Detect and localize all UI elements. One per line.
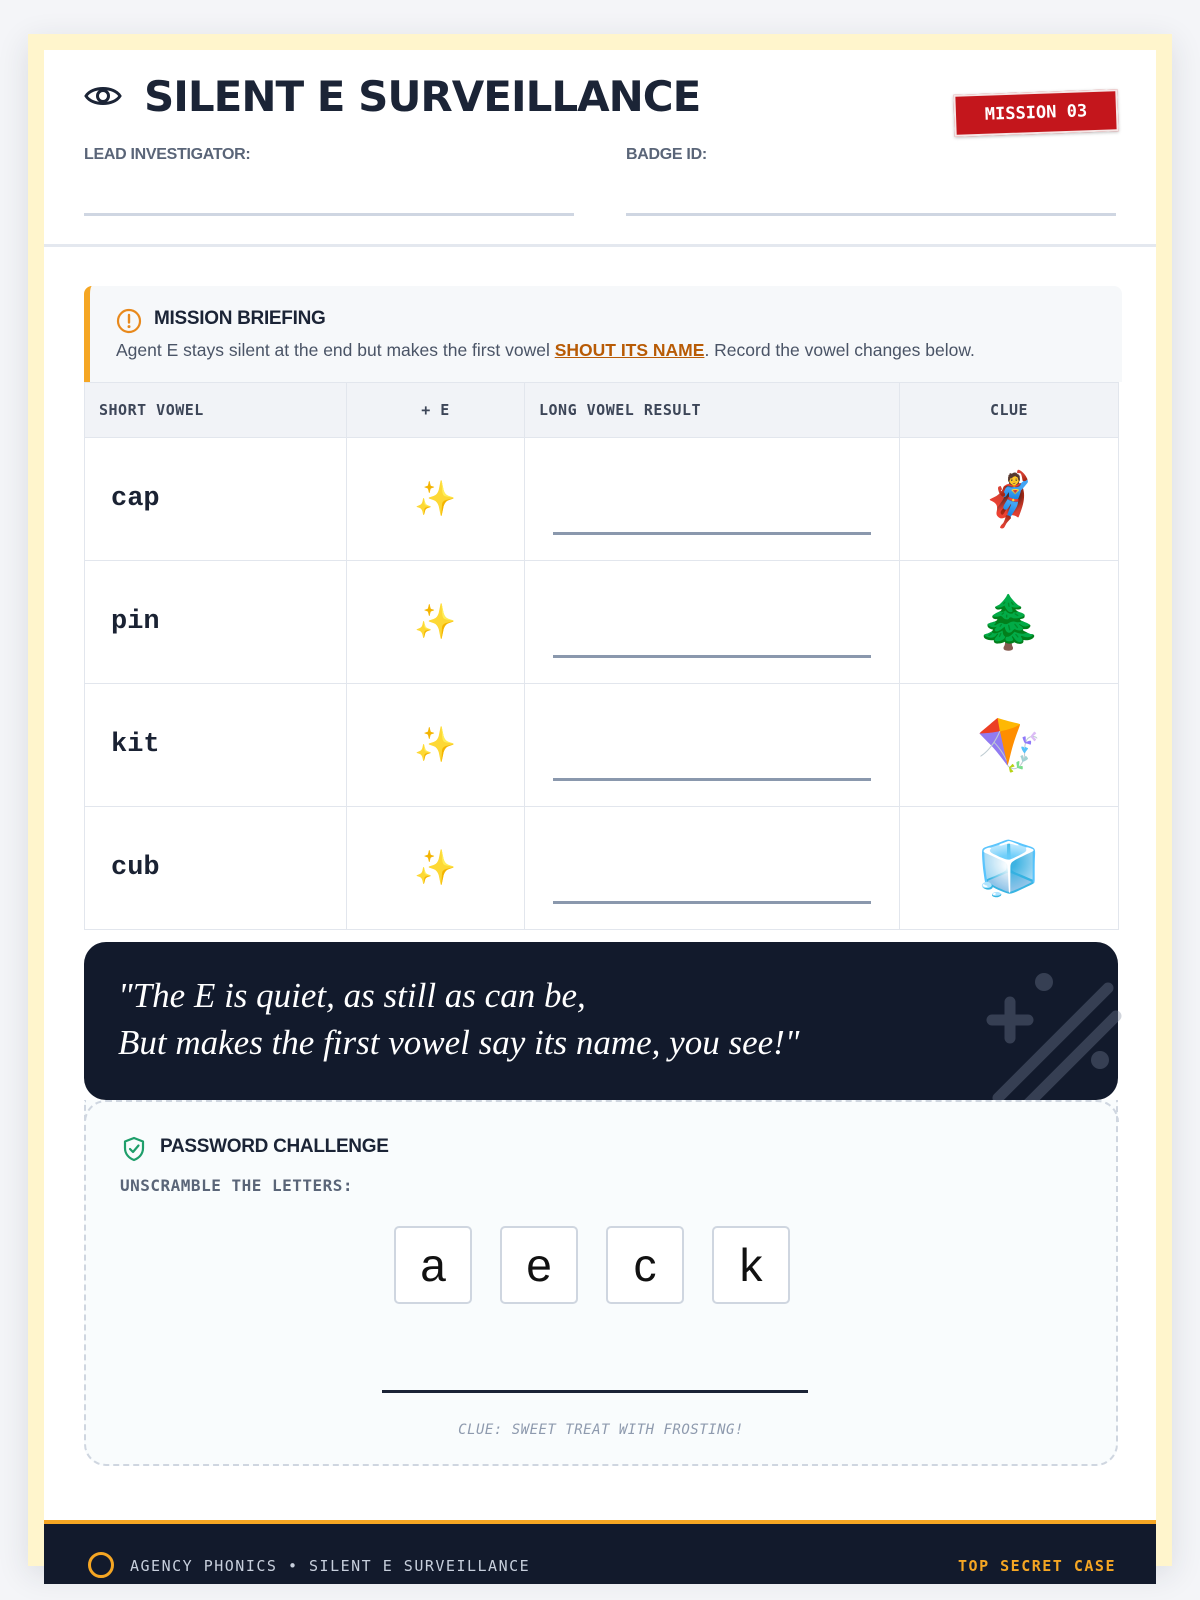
briefing-text-start: Agent E stays silent at the end but makes the first vowel — [116, 340, 555, 360]
circle-icon — [88, 1552, 114, 1578]
sparkles-icon: ✨ — [347, 561, 525, 684]
eye-icon — [84, 80, 122, 112]
worksheet-frame — [28, 34, 1172, 1575]
kite-icon: 🪁 — [900, 684, 1119, 807]
quote-line-2: But makes the first vowel say its name, you see!" — [118, 1023, 800, 1062]
short-vowel-word: cap — [85, 438, 347, 561]
table-row — [85, 684, 1119, 807]
badge-label: BADGE ID: — [626, 146, 707, 163]
mission-briefing — [84, 286, 1122, 382]
short-vowel-word: kit — [85, 684, 347, 807]
worksheet — [44, 50, 1156, 1575]
briefing-text-end: . Record the vowel changes below. — [704, 340, 975, 360]
briefing-text — [116, 340, 975, 361]
rhyme-quote — [84, 942, 1118, 1100]
password-challenge — [84, 1100, 1118, 1466]
header-long-vowel-result: LONG VOWEL RESULT — [525, 383, 900, 438]
investigator-field[interactable] — [84, 213, 574, 216]
quote-line-1: "The E is quiet, as still as can be, — [118, 976, 586, 1015]
table-row — [85, 438, 1119, 561]
short-vowel-word: pin — [85, 561, 347, 684]
badge-id-field[interactable] — [626, 213, 1116, 216]
header-clue: CLUE — [900, 383, 1119, 438]
table-header-row — [85, 383, 1119, 438]
sparkles-icon: ✨ — [347, 684, 525, 807]
sparkles-icon: ✨ — [347, 807, 525, 930]
alert-circle-icon — [116, 308, 142, 334]
challenge-subtitle: UNSCRAMBLE THE LETTERS: — [120, 1176, 354, 1195]
answer-line[interactable] — [553, 901, 871, 904]
answer-line[interactable] — [553, 532, 871, 535]
page-title: SILENT E SURVEILLANCE — [144, 72, 701, 121]
superhero-icon: 🦸 — [900, 438, 1119, 561]
sparkles-icon: ✨ — [347, 438, 525, 561]
shield-check-icon — [122, 1136, 146, 1162]
answer-line[interactable] — [553, 655, 871, 658]
answer-cell[interactable] — [525, 438, 900, 561]
table-row — [85, 807, 1119, 930]
magic-wand-icon — [978, 968, 1118, 1108]
header — [44, 50, 1156, 247]
table-row — [85, 561, 1119, 684]
investigator-label: LEAD INVESTIGATOR: — [84, 146, 251, 163]
letter-tile[interactable]: e — [500, 1226, 578, 1304]
password-clue: CLUE: SWEET TREAT WITH FROSTING! — [458, 1422, 744, 1438]
header-plus-e: + E — [347, 383, 525, 438]
answer-cell[interactable] — [525, 684, 900, 807]
answer-line[interactable] — [553, 778, 871, 781]
answer-cell[interactable] — [525, 561, 900, 684]
letter-tile[interactable]: c — [606, 1226, 684, 1304]
letter-tile[interactable]: a — [394, 1226, 472, 1304]
quote-text — [118, 972, 800, 1066]
letter-tiles — [394, 1226, 790, 1304]
pine-tree-icon: 🌲 — [900, 561, 1119, 684]
letter-tile[interactable]: k — [712, 1226, 790, 1304]
footer — [44, 1520, 1156, 1584]
challenge-title: PASSWORD CHALLENGE — [160, 1136, 389, 1157]
header-short-vowel: SHORT VOWEL — [85, 383, 347, 438]
footer-classification: TOP SECRET CASE — [958, 1557, 1116, 1575]
password-answer-line[interactable] — [382, 1390, 808, 1393]
answer-cell[interactable] — [525, 807, 900, 930]
vowel-table — [84, 382, 1119, 930]
briefing-highlight: SHOUT ITS NAME — [554, 340, 705, 360]
footer-agency: AGENCY PHONICS • SILENT E SURVEILLANCE — [130, 1557, 531, 1575]
ice-cube-icon: 🧊 — [900, 807, 1119, 930]
short-vowel-word: cub — [85, 807, 347, 930]
mission-stamp: MISSION 03 — [953, 89, 1118, 137]
briefing-title: MISSION BRIEFING — [154, 308, 326, 329]
